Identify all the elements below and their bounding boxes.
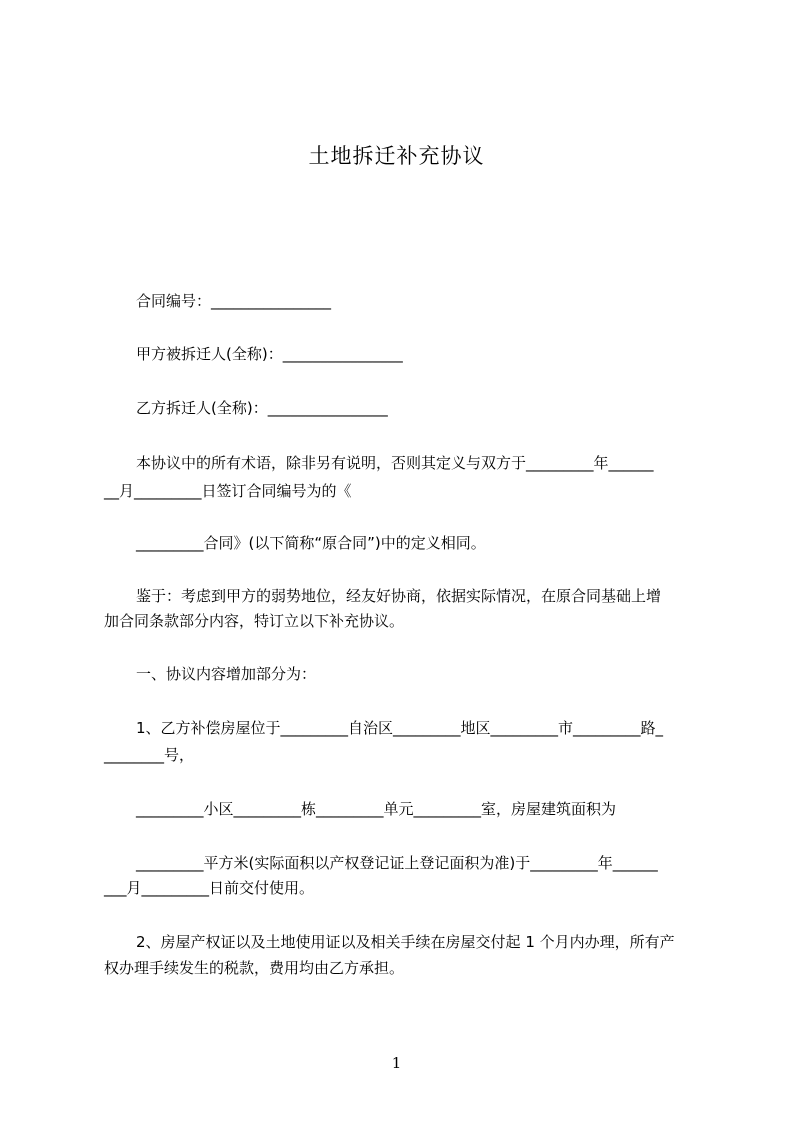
clause-1-line-1: 1、乙方补偿房屋位于_________自治区_________地区_________市_________路_ <box>136 719 664 737</box>
whereas-paragraph-line-2: 加合同条款部分内容，特订立以下补充协议。 <box>104 612 405 630</box>
definitions-paragraph-line-2: __月_________日签订合同编号为的《 <box>104 482 352 500</box>
clause-1-line-2: ________号， <box>104 746 195 764</box>
definitions-paragraph-line-3: _________合同》(以下简称“原合同”)中的定义相同。 <box>136 534 486 552</box>
clause-2-line-2: 权办理手续发生的税款，费用均由乙方承担。 <box>104 959 405 977</box>
whereas-paragraph-line-1: 鉴于：考虑到甲方的弱势地位，经友好协商，依据实际情况，在原合同基础上增 <box>136 587 662 605</box>
definitions-paragraph-line-1: 本协议中的所有术语，除非另有说明，否则其定义与双方于_________年______ <box>136 454 654 472</box>
party-b-field: 乙方拆迁人(全称)：________________ <box>136 399 388 417</box>
page-number: 1 <box>391 1054 402 1072</box>
contract-number-field: 合同编号：________________ <box>136 292 332 310</box>
document-title: 土地拆迁补充协议 <box>308 144 485 168</box>
section-heading: 一、协议内容增加部分为： <box>136 665 317 683</box>
clause-1-line-3: _________小区_________栋_________单元_________室，房屋建筑面积为 <box>136 800 617 818</box>
clause-1-line-4: _________平方米(实际面积以产权登记证上登记面积为准)于_________年______ <box>136 854 658 872</box>
clause-2-line-1: 2、房屋产权证以及土地使用证以及相关手续在房屋交付起 1 个月内办理，所有产 <box>136 933 675 951</box>
party-a-field: 甲方被拆迁人(全称)：________________ <box>136 345 403 363</box>
clause-1-line-5: ___月_________日前交付使用。 <box>104 879 315 897</box>
